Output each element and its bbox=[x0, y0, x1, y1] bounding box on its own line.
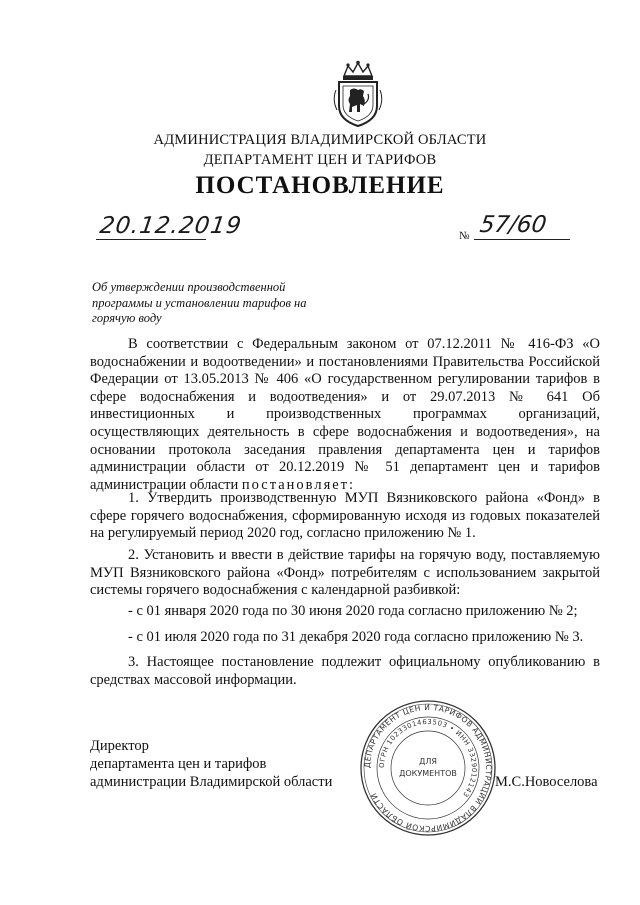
clause-1: 1. Утвердить производственную МУП Вязниковского района «Фонд» в сфере горячего водоснабжения, сформированную исходя из годовых показателей на регулируемый период 2020 год, согласно приложению № 1. bbox=[90, 490, 600, 542]
official-seal-stamp bbox=[358, 698, 498, 838]
handwritten-number: 57/60 bbox=[478, 212, 549, 238]
clause-3: 3. Настоящее постановление подлежит официальному опубликованию в средствах массовой информации. bbox=[90, 654, 600, 688]
signatory-title-1: Директор bbox=[90, 738, 149, 754]
coat-of-arms-emblem bbox=[330, 60, 386, 128]
number-label: № bbox=[459, 230, 470, 242]
resolves-word: постановляет: bbox=[241, 476, 356, 493]
document-subject: Об утверждении производственной программы и установлении тарифов на горячую воду bbox=[92, 280, 307, 325]
preamble-text: В соответствии с Федеральным законом от 07.12.2011 № 416-ФЗ «О водоснабжении и водоотведении» и постановлениями Правительства Российской Федерации от 13.05.2013 № 406 «О государственном регулировании тарифов в сфере водоснабжения и водоотведения» и от 29.07.2013 № 641 Об инвестиционных и производственных программах организаций, осуществляющих деятельность в сфере водоснабжения и водоотведения», на основании протокола заседания правления департамента цен и тарифов администрации области от 20.12.2019 № 51 департамент цен и тарифов администрации области bbox=[90, 336, 600, 493]
clause-2-period-2: - с 01 июля 2020 года по 31 декабря 2020 года согласно приложению № 3. bbox=[128, 629, 584, 645]
document-title: ПОСТАНОВЛЕНИЕ bbox=[195, 172, 445, 199]
header-department: ДЕПАРТАМЕНТ ЦЕН И ТАРИФОВ bbox=[203, 152, 437, 168]
signatory-name: М.С.Новоселова bbox=[495, 774, 598, 790]
seal-outer-text: ДЕПАРТАМЕНТ ЦЕН И ТАРИФОВ АДМИНИСТРАЦИИ ВЛАДИМИРСКОЙ ОБЛАСТИ bbox=[362, 702, 494, 834]
number-underline bbox=[474, 239, 570, 240]
seal-center-line-1: ДЛЯ bbox=[419, 757, 437, 766]
clause-2-period-1: - с 01 января 2020 года по 30 июня 2020 года согласно приложению № 2; bbox=[128, 603, 578, 619]
seal-center-line-2: ДОКУМЕНТОВ bbox=[399, 769, 457, 778]
preamble-paragraph bbox=[90, 336, 600, 494]
signatory-title-3: администрации Владимирской области bbox=[90, 774, 333, 790]
clause-2: 2. Установить и ввести в действие тарифы на горячую воду, поставляемую МУП Вязниковского района «Фонд» потребителям с использованием закрытой системы горячего водоснабжения с календарной разбивкой: bbox=[90, 547, 600, 599]
header-administration: АДМИНИСТРАЦИЯ ВЛАДИМИРСКОЙ ОБЛАСТИ bbox=[153, 132, 487, 148]
signatory-title-2: департамента цен и тарифов bbox=[90, 756, 267, 772]
handwritten-date: 20.12.2019 bbox=[98, 213, 244, 239]
date-underline bbox=[96, 239, 206, 240]
seal-inner-text: ОГРН 1023301463503 • ИНН 3329012143 bbox=[377, 717, 479, 799]
